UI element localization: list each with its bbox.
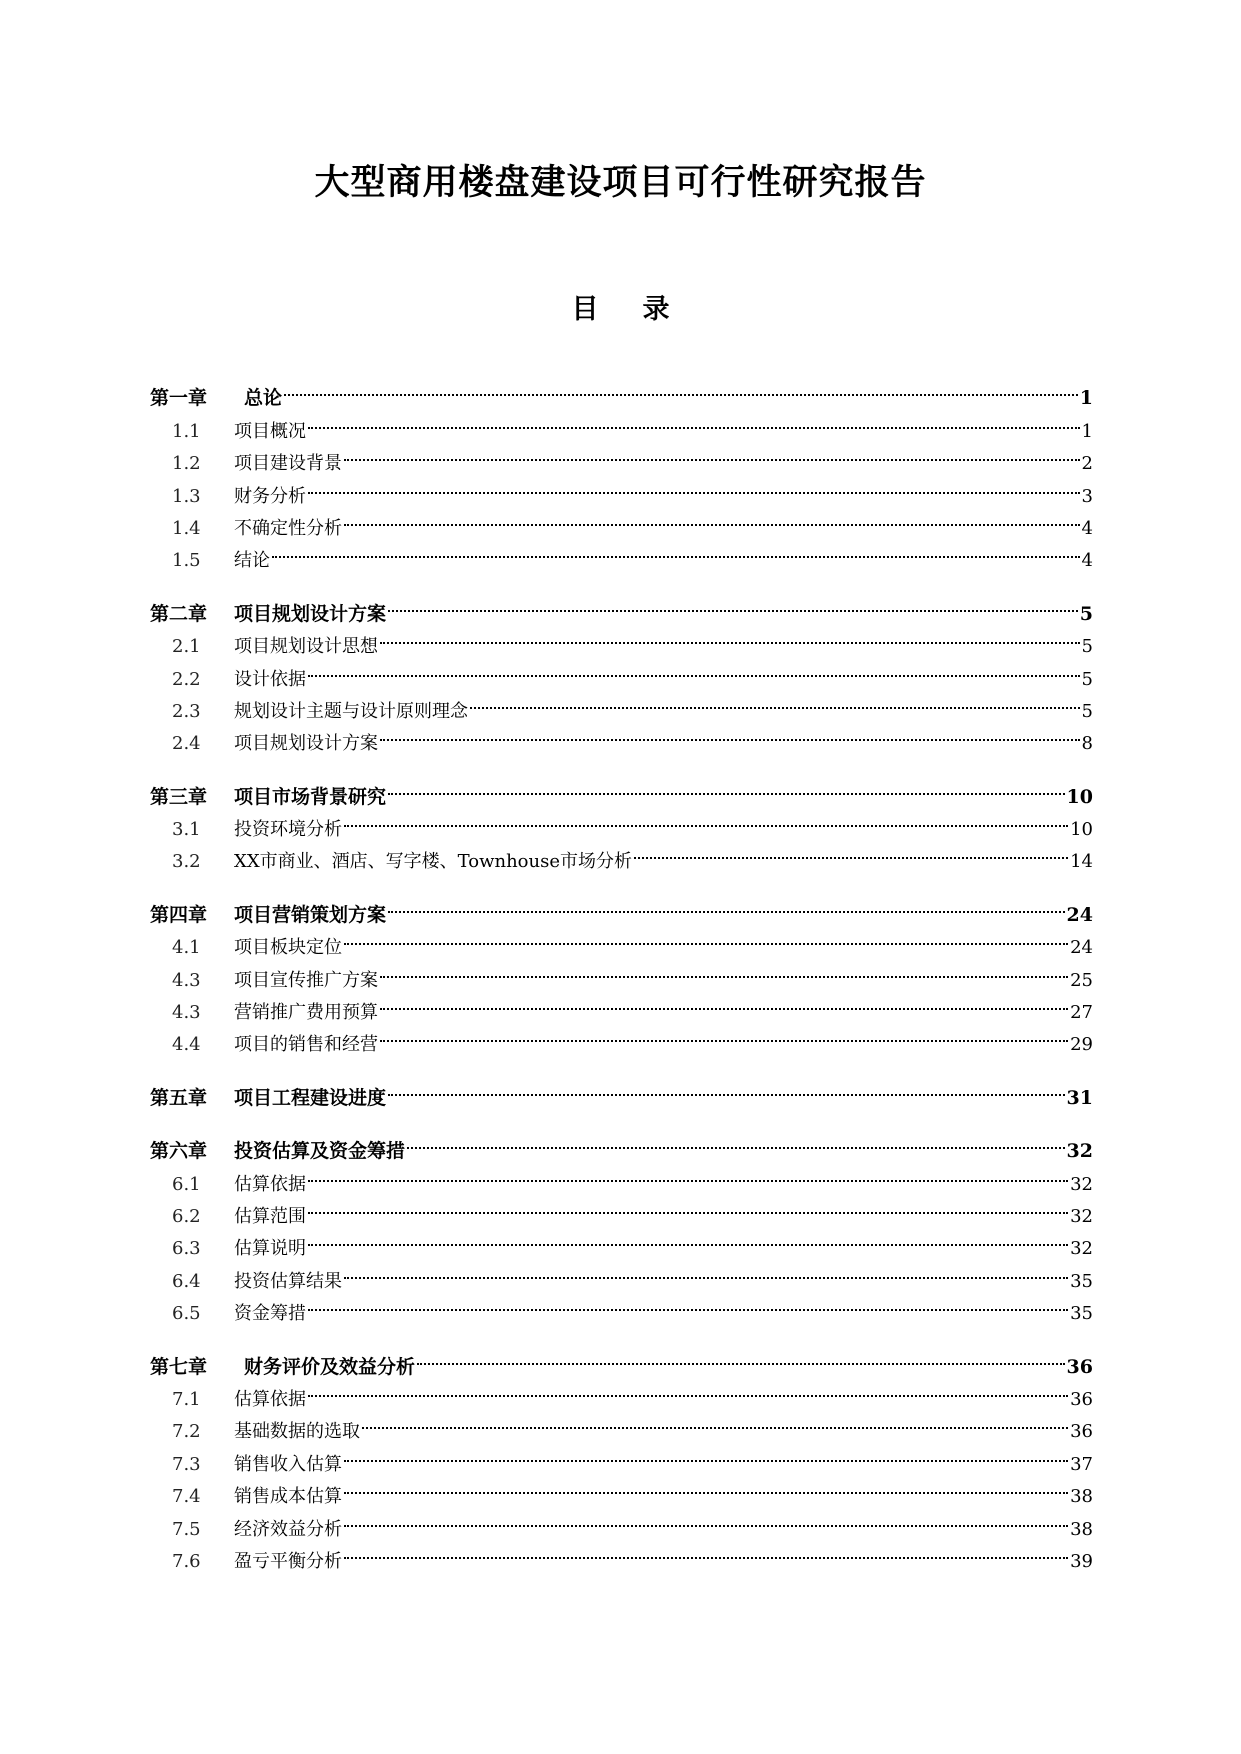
- toc-section-title: 营销推广费用预算: [234, 1002, 378, 1024]
- toc-section-entry[interactable]: [150, 534, 1093, 572]
- toc-chapter: [150, 888, 1093, 1056]
- toc-dot-leader: [344, 502, 1080, 534]
- toc-chapter-title: 投资估算及资金筹措: [234, 1140, 406, 1163]
- toc-section-page: 1: [1081, 420, 1093, 442]
- toc-chapter-entry[interactable]: [150, 587, 1093, 625]
- toc-section-title: 规划设计主题与设计原则理念: [234, 700, 468, 722]
- toc-section-page: 5: [1081, 636, 1093, 658]
- toc-section-title: 经济效益分析: [234, 1518, 342, 1540]
- toc-chapter: [150, 1071, 1093, 1109]
- toc-dot-leader: [308, 1287, 1068, 1319]
- toc-dot-leader: [388, 587, 1078, 619]
- toc-chapter-number: 第六章: [150, 1140, 208, 1163]
- toc-dot-leader: [362, 1405, 1068, 1437]
- toc-dot-leader: [388, 1071, 1065, 1103]
- toc-chapter: [150, 1125, 1093, 1325]
- toc-chapter: [150, 1340, 1093, 1572]
- toc-dot-leader: [380, 620, 1080, 652]
- toc-section-title: 项目的销售和经营: [234, 1034, 378, 1056]
- toc-section-title: 估算范围: [234, 1205, 306, 1227]
- toc-section-page: 32: [1070, 1173, 1093, 1195]
- toc-section-title: 盈亏平衡分析: [234, 1550, 342, 1572]
- toc-section-title: 销售收入估算: [234, 1453, 342, 1475]
- table-of-contents: [150, 372, 1093, 1588]
- toc-section-number: 7.3: [172, 1453, 201, 1475]
- toc-section-page: 4: [1081, 550, 1093, 572]
- toc-chapter-page: 32: [1066, 1140, 1093, 1163]
- toc-dot-leader: [388, 888, 1065, 920]
- toc-section-page: 2: [1081, 453, 1093, 475]
- toc-section-page: 38: [1070, 1518, 1093, 1540]
- toc-section-number: 6.1: [172, 1173, 201, 1195]
- toc-section-title: 项目建设背景: [234, 453, 342, 475]
- toc-section-number: 4.3: [172, 969, 201, 991]
- toc-section-page: 24: [1070, 937, 1093, 959]
- toc-section-title: 投资估算结果: [234, 1270, 342, 1292]
- toc-section-number: 7.1: [172, 1388, 201, 1410]
- toc-chapter-page: 5: [1079, 602, 1093, 625]
- toc-chapter-number: 第五章: [150, 1086, 208, 1109]
- toc-section-page: 27: [1070, 1002, 1093, 1024]
- toc-chapter-number: 第七章: [150, 1355, 208, 1378]
- toc-section-number: 7.2: [172, 1421, 201, 1443]
- toc-section-title: 财务分析: [234, 485, 306, 507]
- toc-dot-leader: [344, 1470, 1068, 1502]
- toc-section-number: 1.3: [172, 485, 201, 507]
- toc-section-page: 25: [1070, 969, 1093, 991]
- toc-section-title: 结论: [234, 550, 270, 572]
- toc-section-title: 估算依据: [234, 1173, 306, 1195]
- toc-heading-part2: 录: [642, 294, 670, 325]
- toc-dot-leader: [344, 1502, 1068, 1534]
- toc-chapter-page: 36: [1066, 1355, 1093, 1378]
- toc-chapter-number: 第一章: [150, 387, 208, 410]
- toc-dot-leader: [308, 404, 1080, 436]
- toc-chapter-entry[interactable]: [150, 1340, 1093, 1378]
- toc-section-page: 35: [1070, 1270, 1093, 1292]
- toc-chapter-entry[interactable]: [150, 888, 1093, 926]
- toc-section-page: 29: [1070, 1034, 1093, 1056]
- toc-section-entry[interactable]: [150, 404, 1093, 442]
- toc-section-page: 37: [1070, 1453, 1093, 1475]
- toc-dot-leader: [417, 1340, 1065, 1372]
- toc-dot-leader: [380, 1018, 1068, 1050]
- toc-section-title: 项目规划设计思想: [234, 636, 378, 658]
- toc-chapter: [150, 587, 1093, 755]
- toc-dot-leader: [344, 1535, 1068, 1567]
- toc-chapter-page: 10: [1066, 785, 1093, 808]
- toc-dot-leader: [344, 803, 1068, 835]
- toc-section-page: 36: [1070, 1421, 1093, 1443]
- toc-chapter: [150, 372, 1093, 572]
- toc-section-number: 1.5: [172, 550, 201, 572]
- toc-dot-leader: [344, 1254, 1068, 1286]
- toc-section-page: 4: [1081, 517, 1093, 539]
- toc-section-page: 5: [1081, 668, 1093, 690]
- toc-section-number: 6.3: [172, 1238, 201, 1260]
- toc-section-number: 4.1: [172, 937, 201, 959]
- toc-section-number: 2.3: [172, 700, 201, 722]
- toc-section-page: 14: [1070, 851, 1093, 873]
- toc-section-title: 投资环境分析: [234, 819, 342, 841]
- toc-chapter-entry[interactable]: [150, 770, 1093, 808]
- toc-chapter-title: 总论: [244, 387, 283, 410]
- toc-chapter-number: 第二章: [150, 602, 208, 625]
- toc-section-page: 35: [1070, 1303, 1093, 1325]
- toc-section-number: 3.1: [172, 819, 201, 841]
- toc-dot-leader: [407, 1125, 1065, 1157]
- toc-chapter-title: 项目规划设计方案: [234, 602, 387, 625]
- toc-section-page: 5: [1081, 700, 1093, 722]
- toc-section-number: 7.4: [172, 1486, 201, 1508]
- toc-chapter-page: 1: [1079, 387, 1093, 410]
- toc-dot-leader: [308, 652, 1080, 684]
- toc-section-title: 项目概况: [234, 420, 306, 442]
- toc-section-number: 2.4: [172, 733, 201, 755]
- toc-chapter-title: 财务评价及效益分析: [244, 1355, 416, 1378]
- toc-section-page: 8: [1081, 733, 1093, 755]
- toc-section-number: 4.3: [172, 1002, 201, 1024]
- toc-section-page: 39: [1070, 1550, 1093, 1572]
- toc-section-page: 3: [1081, 485, 1093, 507]
- toc-heading: [0, 290, 1241, 330]
- toc-dot-leader: [308, 1222, 1068, 1254]
- document-title: 大型商用楼盘建设项目可行性研究报告: [314, 162, 927, 203]
- toc-dot-leader: [284, 372, 1078, 404]
- toc-section-number: 6.4: [172, 1270, 201, 1292]
- toc-section-number: 6.5: [172, 1303, 201, 1325]
- toc-section-title: 不确定性分析: [234, 517, 342, 539]
- toc-dot-leader: [388, 770, 1065, 802]
- toc-dot-leader: [634, 835, 1068, 867]
- toc-dot-leader: [272, 534, 1080, 566]
- toc-section-number: 6.2: [172, 1205, 201, 1227]
- toc-chapter-entry[interactable]: [150, 372, 1093, 410]
- toc-heading-part1: 目: [571, 294, 599, 325]
- toc-section-number: 1.4: [172, 517, 201, 539]
- toc-section-page: 32: [1070, 1205, 1093, 1227]
- toc-section-page: 36: [1070, 1388, 1093, 1410]
- toc-section-number: 7.5: [172, 1518, 201, 1540]
- toc-section-title: 项目规划设计方案: [234, 733, 378, 755]
- toc-section-title: 项目宣传推广方案: [234, 969, 378, 991]
- toc-section-page: 10: [1070, 819, 1093, 841]
- toc-chapter-title: 项目工程建设进度: [234, 1086, 387, 1109]
- toc-dot-leader: [308, 1157, 1068, 1189]
- toc-dot-leader: [380, 953, 1068, 985]
- toc-section-title: 估算说明: [234, 1238, 306, 1260]
- toc-chapter-entry[interactable]: [150, 1125, 1093, 1163]
- toc-section-title: 销售成本估算: [234, 1486, 342, 1508]
- toc-section-number: 3.2: [172, 851, 201, 873]
- toc-chapter-page: 24: [1066, 903, 1093, 926]
- toc-section-title: 估算依据: [234, 1388, 306, 1410]
- toc-section-number: 2.2: [172, 668, 201, 690]
- toc-chapter-entry[interactable]: [150, 1071, 1093, 1109]
- toc-dot-leader: [470, 685, 1080, 717]
- toc-section-title: XX市商业、酒店、写字楼、Townhouse市场分析: [234, 851, 632, 873]
- toc-chapter-number: 第四章: [150, 903, 208, 926]
- toc-section-number: 1.1: [172, 420, 201, 442]
- toc-section-title: 项目板块定位: [234, 937, 342, 959]
- toc-section-title: 设计依据: [234, 668, 306, 690]
- toc-dot-leader: [380, 986, 1068, 1018]
- toc-section-page: 38: [1070, 1486, 1093, 1508]
- toc-dot-leader: [344, 921, 1068, 953]
- toc-section-number: 7.6: [172, 1550, 201, 1572]
- toc-section-number: 1.2: [172, 453, 201, 475]
- toc-section-page: 32: [1070, 1238, 1093, 1260]
- toc-dot-leader: [308, 1190, 1068, 1222]
- toc-dot-leader: [380, 717, 1080, 749]
- toc-section-number: 2.1: [172, 636, 201, 658]
- toc-section-number: 4.4: [172, 1034, 201, 1056]
- toc-chapter: [150, 770, 1093, 873]
- toc-chapter-number: 第三章: [150, 785, 208, 808]
- toc-chapter-page: 31: [1066, 1086, 1093, 1109]
- toc-dot-leader: [344, 437, 1080, 469]
- toc-dot-leader: [308, 469, 1080, 501]
- toc-dot-leader: [308, 1373, 1068, 1405]
- toc-dot-leader: [344, 1437, 1068, 1469]
- toc-section-title: 基础数据的选取: [234, 1421, 360, 1443]
- toc-chapter-title: 项目营销策划方案: [234, 903, 387, 926]
- toc-section-title: 资金筹措: [234, 1303, 306, 1325]
- toc-chapter-title: 项目市场背景研究: [234, 785, 387, 808]
